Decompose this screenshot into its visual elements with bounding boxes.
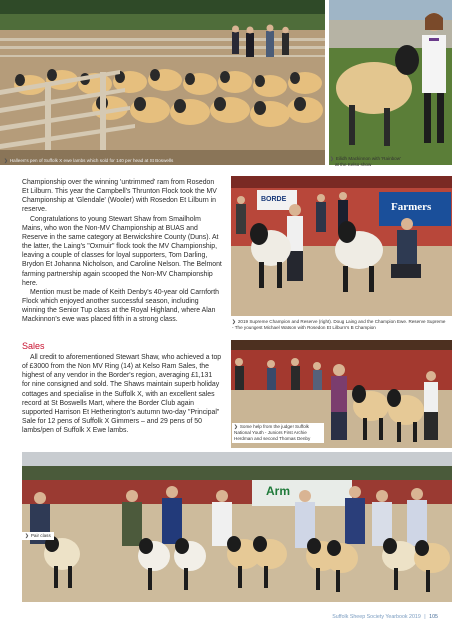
pen-illustration: [0, 0, 325, 165]
pair-class-illustration: [22, 452, 452, 602]
article-para-1: Championship over the winning 'untrimmed' ram from Rosedon Et Lilburn. This year the Campbell's Thrunton Flock took the MV Championship at 'Glendale' (Wooler) with Rosedon Et Lilburn in reserve.: [22, 179, 217, 214]
caption-marker-icon: ❯: [330, 156, 334, 161]
caption-marker-icon: ❯: [25, 533, 29, 538]
photo-pair-class: [22, 452, 452, 602]
section-heading-sales: Sales: [22, 341, 45, 351]
caption-marker-icon: ❯: [232, 319, 236, 324]
page-footer: [332, 614, 438, 620]
caption-marker-icon: ❯: [4, 158, 8, 163]
caption-girl-line1: Eilidh Mackinnon with 'Rainbow': [335, 156, 401, 161]
footer-publication: Suffolk Sheep Society Yearbook 2019: [332, 614, 421, 620]
article-column-top: [22, 178, 222, 325]
photo-champions: [231, 176, 452, 316]
caption-youth: [232, 423, 324, 443]
caption-pen-text: Halleen's pen of Suffolk X ewe lambs which sold for 140 per head at St Boswells: [9, 158, 174, 163]
article-para-4: All credit to aforementioned Stewart Shaw, who achieved a top of £3000 from the Non MV Ring (14) at Kelso Ram Sales, the highest of any vendor in the Border's region, averaging £1,131 for nine consigned and sold. The Shaws maintain superb holiday cottages and specialise in the Suffolk X, with an excellent sales record at St Boswells Mart, where the Border Club again supported Harrison Et Hetherington's autumn two-day "Principal" Sale for 12 pens of Suffolk X Gimmers – and 29 pens of 50 lambs/pen of Suffolk X Ewe lambs.: [22, 354, 222, 435]
article-column-bottom: [22, 353, 222, 435]
caption-champions: [232, 319, 448, 331]
caption-girl: [330, 156, 450, 168]
caption-pairs-text: Pair class: [30, 533, 51, 538]
banner-right-text: Farmers: [391, 201, 432, 213]
caption-youth-text: Some help from the judge! Suffolk National Youth - Juniors First Archie Herdman and second Thomas Denby: [234, 424, 311, 441]
caption-champions-text: 2019 Supreme Champion and Reserve (right). Doug Laing and the Champion Ewe. Reserve Supreme - The youngest Michael Watson with Rosedon Et Lilburn's B Champion: [232, 319, 446, 330]
caption-girl-line2: at the Kelso show: [335, 162, 372, 167]
caption-marker-icon: ❯: [234, 424, 238, 429]
footer-separator: |: [424, 614, 426, 620]
photo-girl-with-ram: [329, 0, 452, 165]
caption-pen: [4, 158, 324, 164]
photo-pen-of-ewe-lambs: [0, 0, 325, 165]
pair-banner-text: Arm: [266, 484, 291, 498]
caption-pairs: [22, 532, 54, 540]
article-para-3: Mention must be made of Keith Denby's 40-year old Carnforth Flock which enjoyed another successful season, including winning the Senior Tup class at the Royal Highland, where Alan Mackinnon's ewe was placed fifth in a strong class.: [22, 288, 219, 324]
page-number: 105: [429, 614, 438, 620]
girl-ram-illustration: [329, 0, 452, 165]
banner-left-text: BORDE: [261, 196, 287, 203]
article-para-2: Congratulations to young Stewart Shaw from Smailholm Mains, who won the Non-MV Championship at BUAS and Reserve in the same category at Berwickshire County (Duns). At the latter, the Laing's "Oxmuir" flock took the MV Championship, leaving a couple of classes for loyal supporters, Tom Darling, Brydon Et Johanna Nicholson, and Caroline Nelson. The Belmont farming partnership again scooped the Non-MV Championship here.: [22, 215, 222, 287]
